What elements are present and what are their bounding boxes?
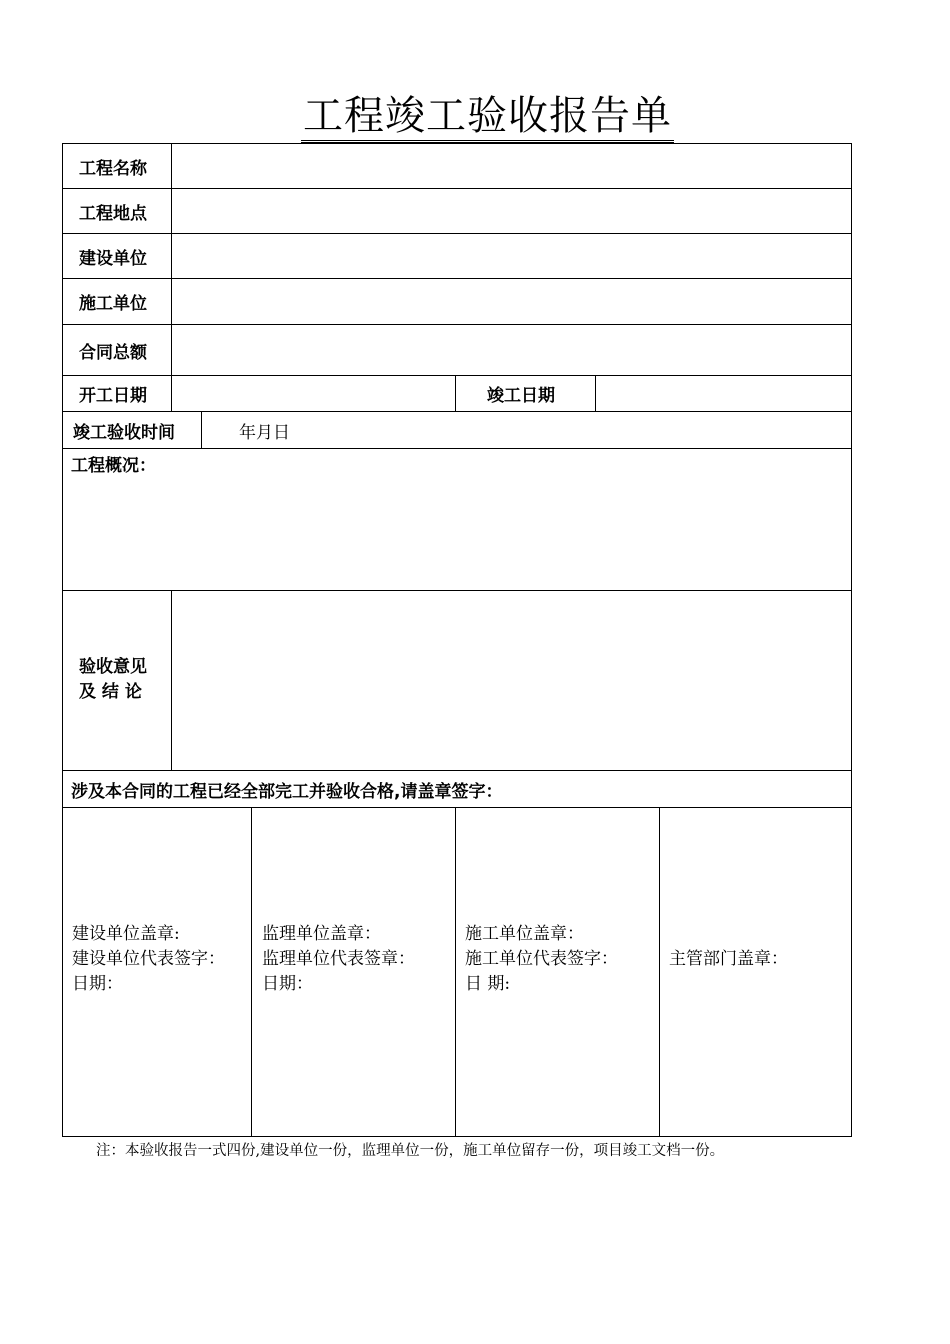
row-divider — [63, 807, 851, 808]
owner-signature-block — [72, 922, 225, 997]
signature-line: 建设单位代表签字： — [72, 949, 225, 969]
signature-line: 监理单位代表签章： — [262, 949, 415, 969]
row-divider — [63, 411, 851, 412]
signature-line: 施工单位盖章： — [465, 924, 584, 944]
label-project-name: 工程名称 — [79, 158, 147, 179]
signature-line: 日期： — [72, 974, 123, 994]
row-divider — [63, 188, 851, 189]
row-divider — [63, 278, 851, 279]
column-divider — [595, 375, 596, 411]
label-project-location: 工程地点 — [79, 203, 147, 224]
footnote: 注：本验收报告一式四份,建设单位一份，监理单位一份，施工单位留存一份，项目竣工文档一份。 — [96, 1143, 725, 1159]
acceptance-form — [62, 143, 852, 1137]
label-project-overview: 工程概况： — [71, 455, 156, 476]
signature-line: 建设单位盖章: — [72, 924, 180, 944]
row-divider — [63, 324, 851, 325]
label-construction-owner: 建设单位 — [79, 248, 147, 269]
signature-line: 监理单位盖章： — [262, 924, 381, 944]
label-contract-total: 合同总额 — [79, 342, 147, 363]
signature-line: 日期： — [262, 974, 313, 994]
column-divider — [201, 411, 202, 448]
signature-line: 主管部门盖章： — [669, 949, 788, 969]
row-divider — [63, 233, 851, 234]
column-divider — [659, 807, 660, 1136]
contractor-signature-block — [465, 922, 618, 997]
signature-line: 日 期: — [465, 974, 511, 994]
document-title: 工程竣工验收报告单 — [0, 92, 950, 140]
label-start-date: 开工日期 — [79, 386, 147, 406]
supervisor-signature-block — [262, 922, 415, 997]
label-acceptance-time: 竣工验收时间 — [73, 422, 175, 443]
opinion-label-line: 及 结 论 — [79, 682, 142, 702]
column-divider — [171, 144, 172, 411]
column-divider — [455, 807, 456, 1136]
authority-signature-block — [669, 947, 788, 972]
opinion-label-line: 验收意见 — [79, 657, 147, 677]
column-divider — [455, 375, 456, 411]
row-divider — [63, 590, 851, 591]
acceptance-time-value: 年月日 — [239, 422, 290, 443]
label-contractor: 施工单位 — [79, 294, 147, 314]
row-divider — [63, 448, 851, 449]
sign-prompt: 涉及本合同的工程已经全部完工并验收合格,请盖章签字： — [71, 781, 503, 802]
label-completion-date: 竣工日期 — [487, 386, 555, 406]
label-acceptance-opinion — [79, 590, 147, 770]
row-divider — [63, 375, 851, 376]
column-divider — [251, 807, 252, 1136]
signature-line: 施工单位代表签字： — [465, 949, 618, 969]
column-divider — [171, 590, 172, 770]
